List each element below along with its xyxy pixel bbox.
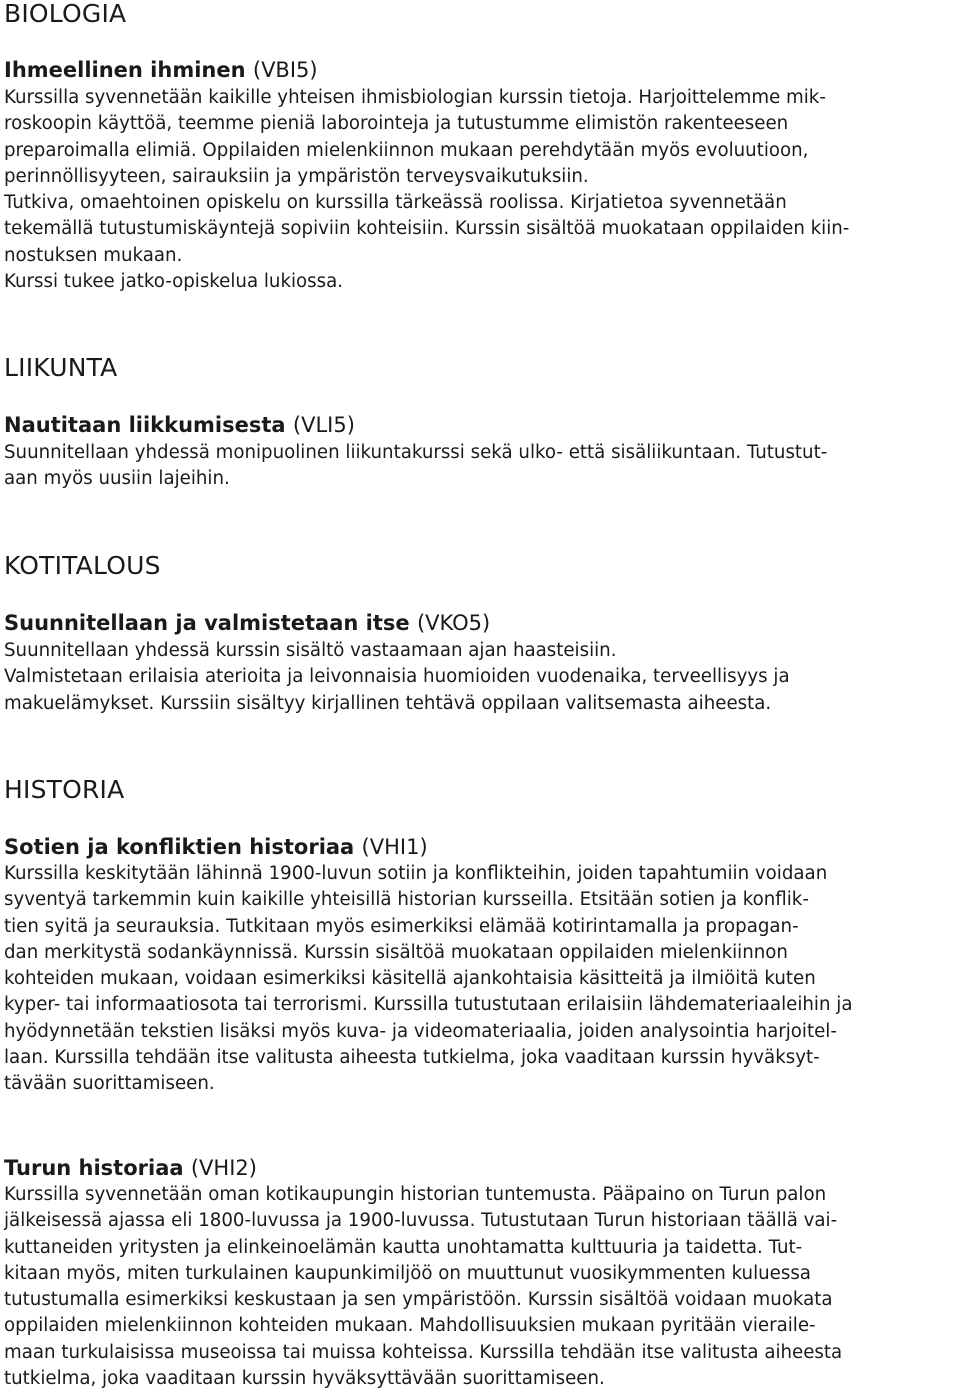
- course-name: Turun historiaa: [4, 1156, 184, 1180]
- description-line: kyper- tai informaatiosota tai terrorismi. Kurssilla tutustutaan erilaisiin lähdemateriaaleihin ja: [4, 994, 853, 1016]
- section-heading-biologia: BIOLOGIA: [4, 0, 127, 28]
- course-code: (VHI2): [190, 1156, 257, 1180]
- course-description: [4, 85, 849, 295]
- description-line: tekemällä tutustumiskäyntejä sopiviin kohteisiin. Kurssin sisältöä muokataan oppilaiden kiin-: [4, 218, 850, 240]
- description-line: kitaan myös, miten turkulainen kaupunkimiljöö on muuttunut vuosikymmenten kuluessa: [4, 1262, 811, 1284]
- description-line: Kurssilla syvennetään oman kotikaupungin historian tuntemusta. Pääpaino on Turun palon: [4, 1184, 827, 1205]
- course-title-nautitaan-liikkumisesta: [4, 412, 355, 438]
- description-line: aan myös uusiin lajeihin.: [4, 468, 230, 490]
- description-line: Suunnitellaan yhdessä kurssin sisältö vastaamaan ajan haasteisiin.: [4, 640, 617, 661]
- course-description: [4, 638, 790, 717]
- course-title-turun-historiaa: [4, 1155, 257, 1181]
- description-line: kohteiden mukaan, voidaan esimerkiksi käsitellä ajankohtaisia käsitteitä ja ilmiöitä kuten: [4, 968, 816, 990]
- description-line: makuelämykset. Kurssiin sisältyy kirjallinen tehtävä oppilaan valitsemasta aiheesta.: [4, 692, 772, 714]
- description-line: tutustumalla esimerkiksi keskustaan ja sen ympäristöön. Kurssin sisältöä voidaan muokata: [4, 1289, 833, 1311]
- course-name: Sotien ja konfliktien historiaa: [4, 835, 355, 859]
- section-heading-liikunta: LIIKUNTA: [4, 353, 118, 382]
- description-line: Kurssilla keskitytään lähinnä 1900-luvun sotiin ja konflikteihin, joiden tapahtumiin voidaan: [4, 863, 828, 884]
- course-title-sotien-ja-konfliktien: [4, 834, 428, 860]
- description-line: Kurssilla syvennetään kaikille yhteisen ihmisbiologian kurssin tietoja. Harjoittelemme mik-: [4, 87, 826, 108]
- description-line: oppilaiden mielenkiinnon kohteiden mukaan. Mahdollisuuksien mukaan pyritään vieraile-: [4, 1315, 816, 1337]
- course-description: [4, 1182, 842, 1392]
- description-line: tien syitä ja seurauksia. Tutkitaan myös esimerkiksi elämää kotirintamalla ja propagan-: [4, 915, 799, 937]
- course-code: (VKO5): [416, 611, 491, 635]
- description-line: laan. Kurssilla tehdään itse valitusta aiheesta tutkielma, joka vaaditaan kurssin hyväksyt-: [4, 1047, 820, 1069]
- course-name: Suunnitellaan ja valmistetaan itse: [4, 611, 410, 635]
- description-line: nostuksen mukaan.: [4, 244, 183, 266]
- description-line: Tutkiva, omaehtoinen opiskelu on kurssilla tärkeässä roolissa. Kirjatietoa syvennetään: [4, 192, 787, 214]
- course-code: (VBI5): [252, 58, 318, 82]
- description-line: Valmistetaan erilaisia aterioita ja leivonnaisia huomioiden vuodenaika, terveellisyys ja: [4, 666, 790, 688]
- description-line: roskoopin käyttöä, teemme pieniä laborointeja ja tutustumme elimistön rakenteeseen: [4, 113, 789, 135]
- course-code: (VLI5): [292, 413, 355, 437]
- description-line: tävään suorittamiseen.: [4, 1073, 215, 1095]
- course-title-suunnitellaan-ja-valmistetaan: [4, 610, 490, 636]
- section-heading-historia: HISTORIA: [4, 775, 125, 804]
- description-line: maan turkulaisissa museoissa tai muissa kohteissa. Kurssilla tehdään itse valitusta aiheesta: [4, 1341, 843, 1363]
- course-name: Nautitaan liikkumisesta: [4, 413, 286, 437]
- course-name: Ihmeellinen ihminen: [4, 58, 246, 82]
- description-line: dan merkitystä sodankäynnissä. Kurssin sisältöä muokataan oppilaiden mielenkiinnon: [4, 941, 788, 963]
- description-line: Suunnitellaan yhdessä monipuolinen liikuntakurssi sekä ulko- että sisäliikuntaan. Tutustut-: [4, 442, 828, 463]
- description-line: jälkeisessä ajassa eli 1800-luvussa ja 1900-luvussa. Tutustutaan Turun historiaan täällä vai-: [4, 1210, 838, 1232]
- description-line: preparoimalla elimiä. Oppilaiden mielenkiinnon mukaan perehdytään myös evoluutioon,: [4, 139, 809, 161]
- description-line: tutkielma, joka vaaditaan kurssin hyväksyttävään suorittamiseen.: [4, 1368, 605, 1390]
- section-heading-kotitalous: KOTITALOUS: [4, 551, 161, 580]
- course-title-ihmeellinen-ihminen: [4, 57, 318, 83]
- description-line: hyödynnetään tekstien lisäksi myös kuva- ja videomateriaalia, joiden analysointia harjoitel-: [4, 1020, 837, 1042]
- description-line: syventyä tarkemmin kuin kaikille yhteisillä historian kursseilla. Etsitään sotien ja konflik-: [4, 889, 809, 911]
- course-code: (VHI1): [361, 835, 428, 859]
- description-line: kuttaneiden yritysten ja elinkeinoelämän kautta unohtamatta kulttuuria ja taidetta. Tut-: [4, 1236, 803, 1258]
- course-description: [4, 440, 827, 493]
- description-line: Kurssi tukee jatko-opiskelua lukiossa.: [4, 271, 344, 293]
- description-line: perinnöllisyyteen, sairauksiin ja ympäristön terveysvaikutuksiin.: [4, 165, 589, 187]
- course-description: [4, 861, 852, 1098]
